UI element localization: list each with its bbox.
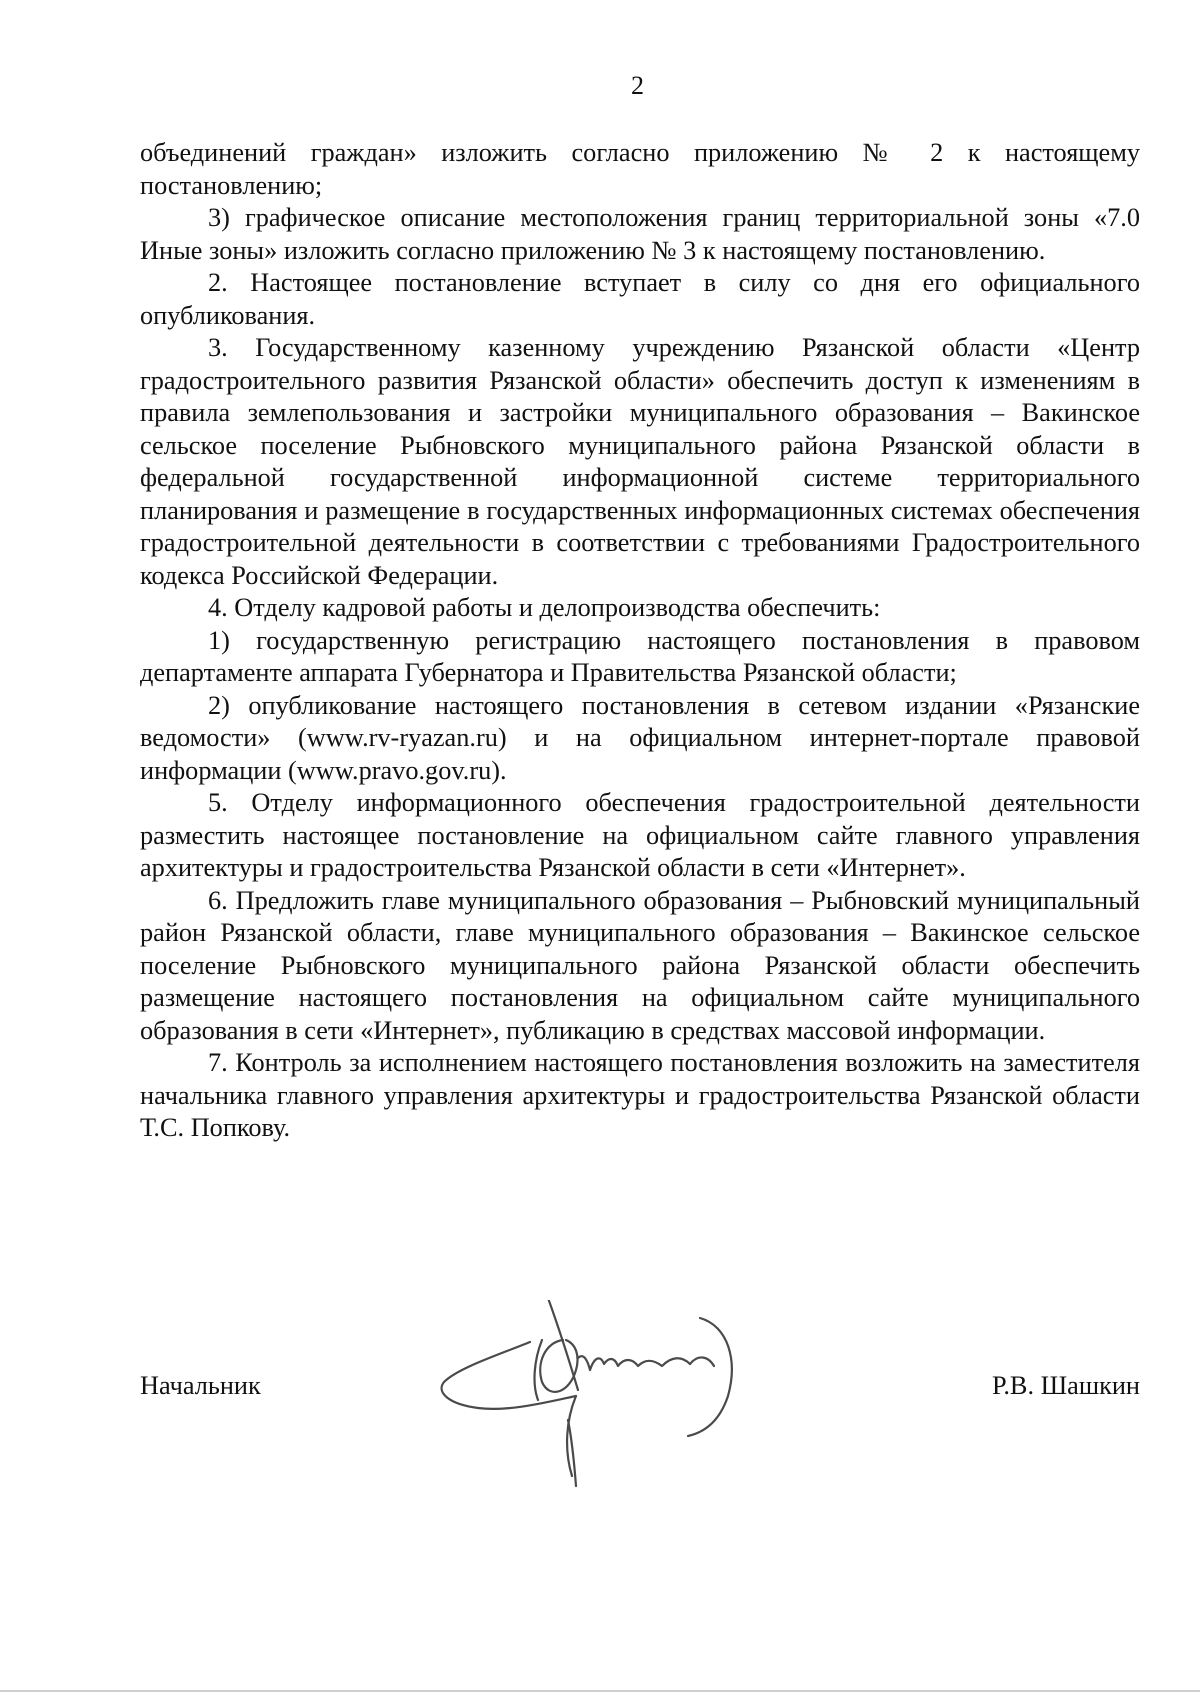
- paragraph: 3) графическое описание местоположения границ территориальной зоны «7.0 Иные зоны» изложить согласно приложению № 3 к настоящему постановлению.: [140, 203, 1140, 265]
- signature-block: [140, 1370, 1140, 1410]
- paragraph: 3. Государственному казенному учреждению Рязанской области «Центр градостроительного развития Рязанской области» обеспечить доступ к изменениям в правила землепользования и застройки муниципального образования – Вакинское сельское поселение Рыбновского муниципального района Рязанской области в федеральной государственной информационной системе территориального планирования и размещение в государственных информационных системах обеспечения градостроительной деятельности в соответствии с требованиями Градостроительного кодекса Российской Федерации.: [140, 333, 1140, 590]
- paragraph: 4. Отделу кадровой работы и делопроизводства обеспечить:: [208, 593, 881, 622]
- scan-edge-line: [0, 1690, 1200, 1692]
- paragraph: объединений граждан» изложить согласно приложению № 2 к настоящему постановлению;: [140, 138, 1140, 200]
- paragraph: 5. Отделу информационного обеспечения градостроительной деятельности разместить настоящее постановление на официальном сайте главного управления архитектуры и градостроительства Рязанской области в сети «Интернет».: [140, 788, 1140, 882]
- paragraph: 2. Настоящее постановление вступает в силу со дня его официального опубликования.: [140, 268, 1140, 330]
- paragraph: 6. Предложить главе муниципального образования – Рыбновский муниципальный район Рязанской области, главе муниципального образования – Вакинское сельское поселение Рыбновского муниципального района Рязанской области обеспечить размещение настоящего постановления на официальном сайте муниципального образования в сети «Интернет», публикацию в средствах массовой информации.: [140, 885, 1140, 1045]
- paragraph: 1) государственную регистрацию настоящего постановления в правовом департаменте аппарата Губернатора и Правительства Рязанской области;: [140, 625, 1140, 687]
- document-body: [140, 137, 1140, 1145]
- paragraph: 7. Контроль за исполнением настоящего постановления возложить на заместителя начальника главного управления архитектуры и градостроительства Рязанской области Т.С. Попкову.: [140, 1048, 1140, 1142]
- signatory-position: Начальник: [140, 1371, 261, 1400]
- signatory-name: Р.В. Шашкин: [992, 1371, 1140, 1400]
- paragraph: 2) опубликование настоящего постановления в сетевом издании «Рязанские ведомости» (www.rv-ryazan.ru) и на официальном интернет-портале правовой информации (www.pravo.gov.ru).: [140, 690, 1140, 785]
- page-number: 2: [631, 71, 644, 100]
